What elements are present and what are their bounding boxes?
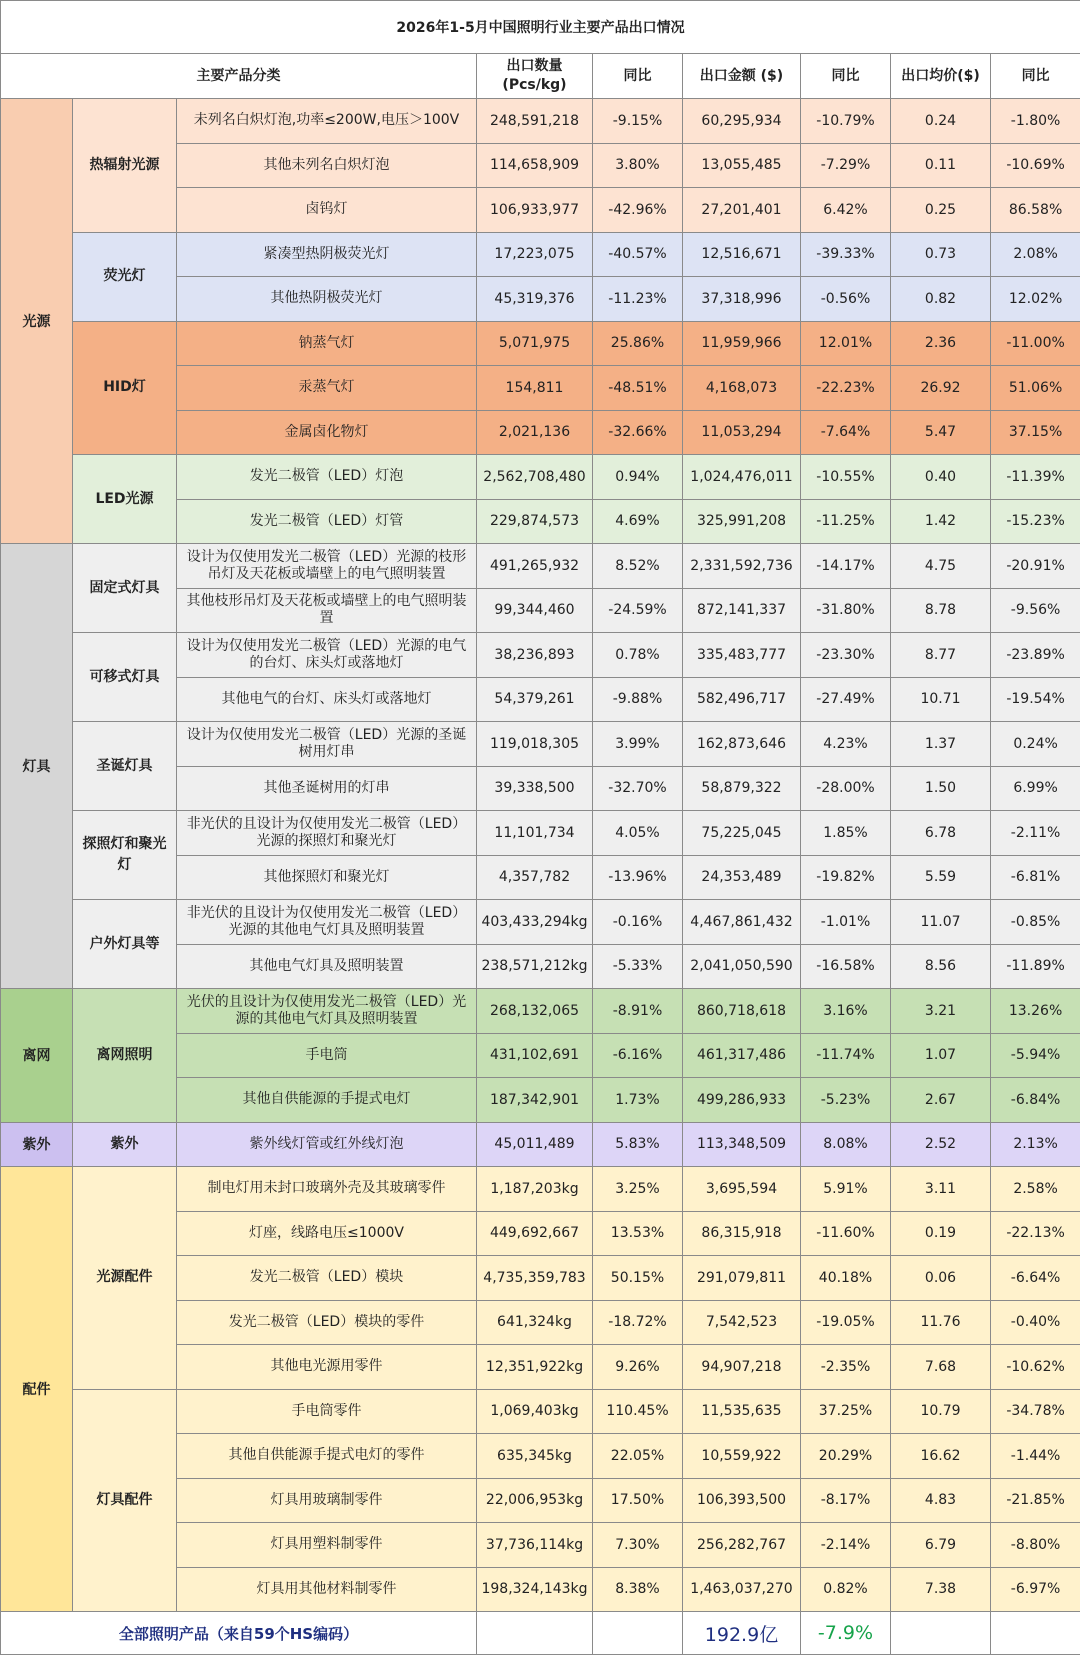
product-name: 其他自供能源手提式电灯的零件 — [177, 1434, 477, 1479]
price-yoy-cell: -11.00% — [991, 321, 1080, 366]
product-name: 紧凑型热阴极荧光灯 — [177, 232, 477, 277]
price-cell: 4.83 — [891, 1478, 991, 1523]
amount-cell: 7,542,523 — [683, 1300, 801, 1345]
qty-yoy-cell: 13.53% — [593, 1211, 683, 1256]
total-amount-yoy: -7.9% — [801, 1612, 891, 1655]
amount-yoy-cell: -11.60% — [801, 1211, 891, 1256]
subgroup-label: 热辐射光源 — [73, 99, 177, 233]
qty-yoy-cell: 3.99% — [593, 722, 683, 767]
price-yoy-cell: -22.13% — [991, 1211, 1080, 1256]
price-cell: 0.73 — [891, 232, 991, 277]
table-row — [1, 989, 1080, 1034]
amount-cell: 4,467,861,432 — [683, 900, 801, 945]
subgroup-label: 紫外 — [73, 1122, 177, 1167]
product-name: 其他探照灯和聚光灯 — [177, 855, 477, 900]
header-price: 出口均价($) — [891, 54, 991, 99]
product-name: 设计为仅使用发光二极管（LED）光源的电气的台灯、床头灯或落地灯 — [177, 633, 477, 678]
qty-yoy-cell: 5.83% — [593, 1122, 683, 1167]
qty-yoy-cell: -48.51% — [593, 366, 683, 411]
qty-yoy-cell: -5.33% — [593, 944, 683, 989]
qty-cell: 45,011,489 — [477, 1122, 593, 1167]
price-yoy-cell: -20.91% — [991, 544, 1080, 589]
product-name: 发光二极管（LED）灯泡 — [177, 455, 477, 500]
price-cell: 8.56 — [891, 944, 991, 989]
amount-cell: 11,053,294 — [683, 410, 801, 455]
group-label: 紫外 — [1, 1122, 73, 1167]
qty-cell: 154,811 — [477, 366, 593, 411]
qty-cell: 403,433,294kg — [477, 900, 593, 945]
total-price-empty — [891, 1612, 991, 1655]
qty-cell: 4,735,359,783 — [477, 1256, 593, 1301]
qty-cell: 198,324,143kg — [477, 1567, 593, 1612]
subgroup-label: 圣诞灯具 — [73, 722, 177, 811]
product-name: 设计为仅使用发光二极管（LED）光源的圣诞树用灯串 — [177, 722, 477, 767]
price-cell: 3.21 — [891, 989, 991, 1034]
qty-yoy-cell: 50.15% — [593, 1256, 683, 1301]
qty-cell: 268,132,065 — [477, 989, 593, 1034]
total-row — [1, 1612, 1080, 1655]
price-cell: 1.07 — [891, 1033, 991, 1078]
qty-cell: 17,223,075 — [477, 232, 593, 277]
total-qty-empty — [477, 1612, 593, 1655]
amount-cell: 58,879,322 — [683, 766, 801, 811]
qty-yoy-cell: 3.80% — [593, 143, 683, 188]
amount-yoy-cell: -39.33% — [801, 232, 891, 277]
price-yoy-cell: -19.54% — [991, 677, 1080, 722]
price-cell: 1.50 — [891, 766, 991, 811]
qty-yoy-cell: -11.23% — [593, 277, 683, 322]
price-cell: 8.78 — [891, 588, 991, 633]
qty-yoy-cell: 110.45% — [593, 1389, 683, 1434]
qty-cell: 11,101,734 — [477, 811, 593, 856]
amount-cell: 13,055,485 — [683, 143, 801, 188]
product-name: 手电筒 — [177, 1033, 477, 1078]
price-yoy-cell: -10.69% — [991, 143, 1080, 188]
price-yoy-cell: -11.39% — [991, 455, 1080, 500]
amount-yoy-cell: -11.74% — [801, 1033, 891, 1078]
qty-yoy-cell: 4.05% — [593, 811, 683, 856]
qty-yoy-cell: 3.25% — [593, 1167, 683, 1212]
amount-yoy-cell: -8.17% — [801, 1478, 891, 1523]
price-yoy-cell: -5.94% — [991, 1033, 1080, 1078]
amount-yoy-cell: -10.79% — [801, 99, 891, 144]
price-yoy-cell: -2.11% — [991, 811, 1080, 856]
subgroup-label: HID灯 — [73, 321, 177, 455]
price-cell: 7.68 — [891, 1345, 991, 1390]
subgroup-label: 户外灯具等 — [73, 900, 177, 989]
subgroup-label: 灯具配件 — [73, 1389, 177, 1612]
qty-cell: 2,021,136 — [477, 410, 593, 455]
qty-cell: 39,338,500 — [477, 766, 593, 811]
table-row — [1, 811, 1080, 856]
header-amount-yoy: 同比 — [801, 54, 891, 99]
qty-cell: 248,591,218 — [477, 99, 593, 144]
amount-yoy-cell: -7.29% — [801, 143, 891, 188]
amount-cell: 24,353,489 — [683, 855, 801, 900]
amount-yoy-cell: 37.25% — [801, 1389, 891, 1434]
product-name: 灯具用塑料制零件 — [177, 1523, 477, 1568]
product-name: 钠蒸气灯 — [177, 321, 477, 366]
qty-yoy-cell: -0.16% — [593, 900, 683, 945]
amount-cell: 4,168,073 — [683, 366, 801, 411]
subgroup-label: 可移式灯具 — [73, 633, 177, 722]
qty-cell: 1,069,403kg — [477, 1389, 593, 1434]
price-yoy-cell: -0.85% — [991, 900, 1080, 945]
amount-yoy-cell: 20.29% — [801, 1434, 891, 1479]
amount-yoy-cell: 5.91% — [801, 1167, 891, 1212]
price-cell: 0.11 — [891, 143, 991, 188]
price-cell: 0.24 — [891, 99, 991, 144]
price-cell: 10.71 — [891, 677, 991, 722]
amount-cell: 94,907,218 — [683, 1345, 801, 1390]
price-yoy-cell: -6.84% — [991, 1078, 1080, 1123]
amount-yoy-cell: -2.35% — [801, 1345, 891, 1390]
price-yoy-cell: 2.58% — [991, 1167, 1080, 1212]
qty-cell: 238,571,212kg — [477, 944, 593, 989]
qty-yoy-cell: 0.78% — [593, 633, 683, 678]
product-name: 手电筒零件 — [177, 1389, 477, 1434]
qty-yoy-cell: -18.72% — [593, 1300, 683, 1345]
amount-cell: 60,295,934 — [683, 99, 801, 144]
table-row — [1, 455, 1080, 500]
qty-cell: 491,265,932 — [477, 544, 593, 589]
amount-yoy-cell: 1.85% — [801, 811, 891, 856]
amount-yoy-cell: -5.23% — [801, 1078, 891, 1123]
amount-cell: 11,959,966 — [683, 321, 801, 366]
qty-yoy-cell: -32.70% — [593, 766, 683, 811]
qty-cell: 99,344,460 — [477, 588, 593, 633]
amount-yoy-cell: -19.82% — [801, 855, 891, 900]
price-cell: 16.62 — [891, 1434, 991, 1479]
price-yoy-cell: -6.64% — [991, 1256, 1080, 1301]
qty-cell: 187,342,901 — [477, 1078, 593, 1123]
amount-yoy-cell: -22.23% — [801, 366, 891, 411]
product-name: 非光伏的且设计为仅使用发光二极管（LED）光源的其他电气灯具及照明装置 — [177, 900, 477, 945]
amount-yoy-cell: -23.30% — [801, 633, 891, 678]
total-label: 全部照明产品（来自59个HS编码） — [1, 1612, 477, 1655]
amount-cell: 27,201,401 — [683, 188, 801, 233]
qty-cell: 4,357,782 — [477, 855, 593, 900]
amount-yoy-cell: -31.80% — [801, 588, 891, 633]
qty-yoy-cell: -6.16% — [593, 1033, 683, 1078]
product-name: 其他枝形吊灯及天花板或墙壁上的电气照明装置 — [177, 588, 477, 633]
amount-cell: 106,393,500 — [683, 1478, 801, 1523]
page-title: 2026年1-5月中国照明行业主要产品出口情况 — [1, 1, 1080, 54]
qty-cell: 54,379,261 — [477, 677, 593, 722]
header-qty-yoy: 同比 — [593, 54, 683, 99]
amount-cell: 291,079,811 — [683, 1256, 801, 1301]
table-row — [1, 99, 1080, 144]
qty-yoy-cell: -9.15% — [593, 99, 683, 144]
amount-yoy-cell: -10.55% — [801, 455, 891, 500]
amount-cell: 113,348,509 — [683, 1122, 801, 1167]
amount-cell: 335,483,777 — [683, 633, 801, 678]
product-name: 发光二极管（LED）模块的零件 — [177, 1300, 477, 1345]
product-name: 灯座，线路电压≤1000V — [177, 1211, 477, 1256]
price-cell: 11.76 — [891, 1300, 991, 1345]
qty-yoy-cell: 0.94% — [593, 455, 683, 500]
product-name: 灯具用其他材料制零件 — [177, 1567, 477, 1612]
price-yoy-cell: -6.81% — [991, 855, 1080, 900]
table-row — [1, 232, 1080, 277]
product-name: 其他热阴极荧光灯 — [177, 277, 477, 322]
price-cell: 0.25 — [891, 188, 991, 233]
amount-yoy-cell: -16.58% — [801, 944, 891, 989]
header-category: 主要产品分类 — [1, 54, 477, 99]
product-name: 制电灯用未封口玻璃外壳及其玻璃零件 — [177, 1167, 477, 1212]
price-yoy-cell: -15.23% — [991, 499, 1080, 544]
amount-yoy-cell: -28.00% — [801, 766, 891, 811]
group-label: 灯具 — [1, 544, 73, 989]
subgroup-label: 荧光灯 — [73, 232, 177, 321]
qty-yoy-cell: -42.96% — [593, 188, 683, 233]
qty-cell: 5,071,975 — [477, 321, 593, 366]
amount-yoy-cell: -27.49% — [801, 677, 891, 722]
product-name: 其他电气的台灯、床头灯或落地灯 — [177, 677, 477, 722]
price-yoy-cell: -1.44% — [991, 1434, 1080, 1479]
product-name: 汞蒸气灯 — [177, 366, 477, 411]
amount-yoy-cell: -11.25% — [801, 499, 891, 544]
amount-cell: 325,991,208 — [683, 499, 801, 544]
product-name: 其他自供能源的手提式电灯 — [177, 1078, 477, 1123]
amount-cell: 3,695,594 — [683, 1167, 801, 1212]
price-cell: 6.79 — [891, 1523, 991, 1568]
amount-cell: 1,463,037,270 — [683, 1567, 801, 1612]
amount-cell: 2,331,592,736 — [683, 544, 801, 589]
amount-yoy-cell: -7.64% — [801, 410, 891, 455]
qty-yoy-cell: -24.59% — [593, 588, 683, 633]
qty-yoy-cell: -32.66% — [593, 410, 683, 455]
product-name: 卤钨灯 — [177, 188, 477, 233]
qty-cell: 114,658,909 — [477, 143, 593, 188]
total-price-yoy-empty — [991, 1612, 1080, 1655]
qty-cell: 229,874,573 — [477, 499, 593, 544]
group-label: 光源 — [1, 99, 73, 544]
qty-yoy-cell: 25.86% — [593, 321, 683, 366]
amount-yoy-cell: 40.18% — [801, 1256, 891, 1301]
table-row — [1, 1122, 1080, 1167]
header-price-yoy: 同比 — [991, 54, 1080, 99]
amount-cell: 37,318,996 — [683, 277, 801, 322]
qty-cell: 37,736,114kg — [477, 1523, 593, 1568]
amount-cell: 11,535,635 — [683, 1389, 801, 1434]
qty-yoy-cell: -9.88% — [593, 677, 683, 722]
subgroup-label: 固定式灯具 — [73, 544, 177, 633]
qty-yoy-cell: 8.52% — [593, 544, 683, 589]
qty-cell: 119,018,305 — [477, 722, 593, 767]
table-row — [1, 722, 1080, 767]
qty-yoy-cell: -8.91% — [593, 989, 683, 1034]
amount-yoy-cell: 0.82% — [801, 1567, 891, 1612]
price-cell: 8.77 — [891, 633, 991, 678]
price-yoy-cell: 12.02% — [991, 277, 1080, 322]
qty-yoy-cell: 8.38% — [593, 1567, 683, 1612]
subgroup-label: 探照灯和聚光灯 — [73, 811, 177, 900]
table-row — [1, 900, 1080, 945]
price-yoy-cell: 51.06% — [991, 366, 1080, 411]
amount-yoy-cell: -1.01% — [801, 900, 891, 945]
amount-yoy-cell: -14.17% — [801, 544, 891, 589]
price-cell: 1.42 — [891, 499, 991, 544]
amount-cell: 2,041,050,590 — [683, 944, 801, 989]
qty-yoy-cell: 9.26% — [593, 1345, 683, 1390]
price-yoy-cell: -23.89% — [991, 633, 1080, 678]
price-cell: 2.52 — [891, 1122, 991, 1167]
table-row — [1, 1167, 1080, 1212]
product-name: 灯具用玻璃制零件 — [177, 1478, 477, 1523]
price-cell: 6.78 — [891, 811, 991, 856]
amount-cell: 582,496,717 — [683, 677, 801, 722]
price-cell: 5.59 — [891, 855, 991, 900]
price-yoy-cell: -10.62% — [991, 1345, 1080, 1390]
amount-cell: 86,315,918 — [683, 1211, 801, 1256]
product-name: 其他圣诞树用的灯串 — [177, 766, 477, 811]
price-cell: 0.40 — [891, 455, 991, 500]
product-name: 发光二极管（LED）灯管 — [177, 499, 477, 544]
amount-yoy-cell: -19.05% — [801, 1300, 891, 1345]
amount-cell: 12,516,671 — [683, 232, 801, 277]
qty-cell: 641,324kg — [477, 1300, 593, 1345]
qty-yoy-cell: 7.30% — [593, 1523, 683, 1568]
price-cell: 4.75 — [891, 544, 991, 589]
amount-cell: 10,559,922 — [683, 1434, 801, 1479]
price-yoy-cell: -34.78% — [991, 1389, 1080, 1434]
price-cell: 1.37 — [891, 722, 991, 767]
price-cell: 7.38 — [891, 1567, 991, 1612]
table-row — [1, 1389, 1080, 1434]
qty-yoy-cell: 17.50% — [593, 1478, 683, 1523]
amount-yoy-cell: 4.23% — [801, 722, 891, 767]
amount-cell: 860,718,618 — [683, 989, 801, 1034]
table-body — [1, 99, 1080, 1612]
price-yoy-cell: 86.58% — [991, 188, 1080, 233]
table-row — [1, 321, 1080, 366]
qty-cell: 12,351,922kg — [477, 1345, 593, 1390]
amount-yoy-cell: -2.14% — [801, 1523, 891, 1568]
product-name: 光伏的且设计为仅使用发光二极管（LED）光源的其他电气灯具及照明装置 — [177, 989, 477, 1034]
table-row — [1, 544, 1080, 589]
qty-cell: 431,102,691 — [477, 1033, 593, 1078]
qty-yoy-cell: -40.57% — [593, 232, 683, 277]
amount-cell: 872,141,337 — [683, 588, 801, 633]
group-label: 配件 — [1, 1167, 73, 1612]
amount-cell: 499,286,933 — [683, 1078, 801, 1123]
product-name: 其他未列名白炽灯泡 — [177, 143, 477, 188]
amount-yoy-cell: 6.42% — [801, 188, 891, 233]
qty-cell: 106,933,977 — [477, 188, 593, 233]
amount-yoy-cell: 12.01% — [801, 321, 891, 366]
price-yoy-cell: 0.24% — [991, 722, 1080, 767]
subgroup-label: 离网照明 — [73, 989, 177, 1123]
product-name: 其他电光源用零件 — [177, 1345, 477, 1390]
amount-cell: 162,873,646 — [683, 722, 801, 767]
group-label: 离网 — [1, 989, 73, 1123]
price-yoy-cell: -21.85% — [991, 1478, 1080, 1523]
qty-cell: 45,319,376 — [477, 277, 593, 322]
qty-cell: 449,692,667 — [477, 1211, 593, 1256]
price-yoy-cell: -1.80% — [991, 99, 1080, 144]
price-cell: 0.19 — [891, 1211, 991, 1256]
qty-cell: 1,187,203kg — [477, 1167, 593, 1212]
price-cell: 11.07 — [891, 900, 991, 945]
price-yoy-cell: 13.26% — [991, 989, 1080, 1034]
price-cell: 3.11 — [891, 1167, 991, 1212]
subgroup-label: 光源配件 — [73, 1167, 177, 1390]
price-yoy-cell: 6.99% — [991, 766, 1080, 811]
price-cell: 2.36 — [891, 321, 991, 366]
price-cell: 26.92 — [891, 366, 991, 411]
product-name: 金属卤化物灯 — [177, 410, 477, 455]
qty-cell: 2,562,708,480 — [477, 455, 593, 500]
product-name: 未列名白炽灯泡,功率≤200W,电压＞100V — [177, 99, 477, 144]
header-qty: 出口数量 (Pcs/kg) — [477, 54, 593, 99]
price-yoy-cell: -0.40% — [991, 1300, 1080, 1345]
amount-cell: 256,282,767 — [683, 1523, 801, 1568]
qty-cell: 22,006,953kg — [477, 1478, 593, 1523]
total-amount: 192.9亿 — [683, 1612, 801, 1655]
price-cell: 2.67 — [891, 1078, 991, 1123]
qty-cell: 635,345kg — [477, 1434, 593, 1479]
price-yoy-cell: -8.80% — [991, 1523, 1080, 1568]
amount-cell: 461,317,486 — [683, 1033, 801, 1078]
header-amount: 出口金额 ($) — [683, 54, 801, 99]
qty-cell: 38,236,893 — [477, 633, 593, 678]
price-cell: 0.82 — [891, 277, 991, 322]
total-qty-yoy-empty — [593, 1612, 683, 1655]
table-row — [1, 633, 1080, 678]
price-yoy-cell: -6.97% — [991, 1567, 1080, 1612]
qty-yoy-cell: -13.96% — [593, 855, 683, 900]
price-yoy-cell: 2.13% — [991, 1122, 1080, 1167]
price-cell: 0.06 — [891, 1256, 991, 1301]
product-name: 发光二极管（LED）模块 — [177, 1256, 477, 1301]
amount-yoy-cell: -0.56% — [801, 277, 891, 322]
product-name: 紫外线灯管或红外线灯泡 — [177, 1122, 477, 1167]
price-yoy-cell: 37.15% — [991, 410, 1080, 455]
price-yoy-cell: -9.56% — [991, 588, 1080, 633]
amount-yoy-cell: 8.08% — [801, 1122, 891, 1167]
product-name: 设计为仅使用发光二极管（LED）光源的枝形吊灯及天花板或墙壁上的电气照明装置 — [177, 544, 477, 589]
price-yoy-cell: -11.89% — [991, 944, 1080, 989]
subgroup-label: LED光源 — [73, 455, 177, 544]
qty-yoy-cell: 4.69% — [593, 499, 683, 544]
product-name: 其他电气灯具及照明装置 — [177, 944, 477, 989]
qty-yoy-cell: 22.05% — [593, 1434, 683, 1479]
qty-yoy-cell: 1.73% — [593, 1078, 683, 1123]
price-cell: 5.47 — [891, 410, 991, 455]
product-name: 非光伏的且设计为仅使用发光二极管（LED）光源的探照灯和聚光灯 — [177, 811, 477, 856]
price-cell: 10.79 — [891, 1389, 991, 1434]
amount-cell: 1,024,476,011 — [683, 455, 801, 500]
header-row — [1, 54, 1080, 99]
price-yoy-cell: 2.08% — [991, 232, 1080, 277]
amount-yoy-cell: 3.16% — [801, 989, 891, 1034]
amount-cell: 75,225,045 — [683, 811, 801, 856]
